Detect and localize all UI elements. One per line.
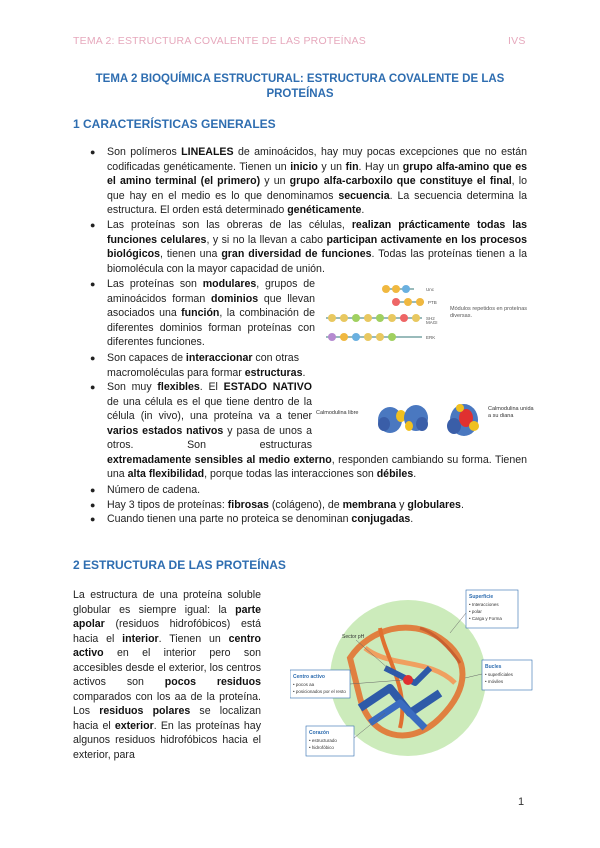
svg-text:Centro activo: Centro activo — [293, 674, 325, 680]
bullet-protein-types: Hay 3 tipos de proteínas: fibrosas (colágeno), de membrana y globulares. — [107, 499, 464, 511]
calmodulin-bound-label: Calmodulina unida a su diana — [488, 406, 534, 419]
bucles-callout — [482, 660, 532, 690]
domain-label: ERK — [426, 335, 436, 340]
bullet-marker: ● — [90, 382, 96, 392]
modular-domains-caption: Módulos repetidos en proteínas diversas. — [450, 306, 528, 319]
bullet-linear-polymers: Son polímeros LINEALES de aminoácidos, hay muy pocas excepciones que no están codificadas genéticamente. Tienen un inicio y un fin. Hay un grupo alfa-amino que es el amino terminal (el primero) y un grupo alfa-carboxilo que constituye el final, lo que hay en el medio es lo que denominamos secuencia. La secuencia determina la estructura. El orden está determinado genéticamente. — [107, 146, 527, 216]
section-2-heading: 2 ESTRUCTURA DE LAS PROTEÍNAS — [73, 558, 286, 572]
domain-label: MAGI — [426, 320, 438, 325]
svg-text:• polar: • polar — [469, 609, 482, 614]
svg-text:Superficie: Superficie — [469, 594, 494, 600]
bullet-marker: ● — [90, 279, 96, 289]
calmodulin-figure — [316, 396, 534, 446]
svg-text:• hidrofóbico: • hidrofóbico — [309, 745, 334, 750]
bullet-flexible: Son muy flexibles. El ESTADO NATIVO de una célula es el que tiene dentro de la célula (in vivo), una proteína va a tener varios estados nativos y pasa de unos a otros. Son estructuras extremadamente sensibles al medio externo, responden cambiando su forma. Tienen una alta flexibilidad, porque todas las interacciones son débiles. — [107, 381, 528, 480]
centro-activo-callout — [290, 670, 350, 698]
domain-label: SH2 — [426, 316, 435, 321]
globular-protein-figure — [290, 588, 538, 768]
page-number: 1 — [518, 796, 525, 808]
bullet-cell-workers: Las proteínas son las obreras de las células, realizan prácticamente todas las funciones celulares, y si no la llevan a cabo participan activamente en los procesos biológicos, tienen una gran diversidad de funciones. Todas las proteínas tienen a la biomolécula con la mayor capacidad de unión. — [107, 219, 528, 275]
corazon-callout — [306, 726, 354, 756]
bullet-marker: ● — [90, 147, 96, 157]
svg-text:• posicionados por el resto: • posicionados por el resto — [293, 689, 346, 694]
svg-text:Bucles: Bucles — [485, 664, 502, 670]
svg-text:Corazón: Corazón — [309, 730, 329, 736]
bullet-marker: ● — [90, 500, 96, 510]
superficie-callout — [466, 590, 518, 628]
svg-text:• estructurado: • estructurado — [309, 738, 337, 743]
bullet-conjugated: Cuando tienen una parte no proteica se denominan conjugadas. — [107, 513, 414, 525]
running-header-initials: IVS — [508, 35, 526, 47]
modular-domains-figure — [322, 282, 534, 348]
bullet-modular: Las proteínas son modulares, grupos de aminoácidos forman dominios que llevan asociados una función, la combinación de diferentes dominios forman proteínas con diferentes funciones. — [107, 278, 316, 348]
domain-label: PTB — [428, 300, 437, 305]
bullet-chain-number: Número de cadena. — [107, 484, 201, 496]
domain-label: Unc — [426, 287, 435, 292]
section-1-heading: 1 CARACTERÍSTICAS GENERALES — [73, 117, 276, 131]
globular-structure-paragraph: La estructura de una proteína soluble globular es siempre igual: la parte apolar (residuos hidrofóbicos) está hacia el interior. Tienen un centro activo en el interior pero son accesibles desde el exterior, los centros activos son pocos residuos comparados con los aa de la proteína. Los residuos polares se localizan hacia el exterior. En las proteínas hay algunos residuos hidrofóbicos hacia el exterior, para — [73, 589, 262, 761]
svg-text:• pocos aa: • pocos aa — [293, 682, 315, 687]
svg-text:• superficiales: • superficiales — [485, 672, 513, 677]
svg-text:• Interacciones: • Interacciones — [469, 602, 499, 607]
bullet-marker: ● — [90, 514, 96, 524]
running-header-title: TEMA 2: ESTRUCTURA COVALENTE DE LAS PROTEÍNAS — [73, 35, 366, 47]
document-title: TEMA 2 BIOQUÍMICA ESTRUCTURAL: ESTRUCTURA COVALENTE DE LAS PROTEÍNAS — [95, 73, 505, 100]
bullet-interact: Son capaces de interaccionar con otras macromoléculas para formar estructuras. — [107, 352, 306, 379]
bullet-marker: ● — [90, 353, 96, 363]
active-site-pointer-label: Sector pH — [342, 634, 365, 640]
svg-text:• Carga y Forma: • Carga y Forma — [469, 616, 502, 621]
svg-text:• móviles: • móviles — [485, 679, 504, 684]
bullet-marker: ● — [90, 220, 96, 230]
bullet-marker: ● — [90, 485, 96, 495]
calmodulin-free-label: Calmodulina libre — [316, 410, 359, 416]
